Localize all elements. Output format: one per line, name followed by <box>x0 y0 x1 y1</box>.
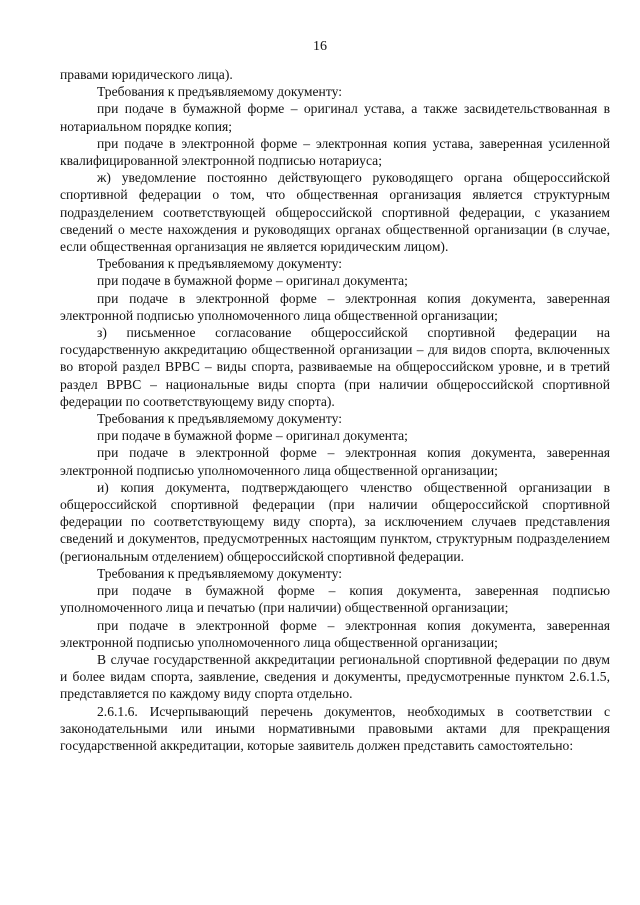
paragraph: ж) уведомление постоянно действующего руководящего органа общероссийской спортивной федерации о том, что общественная организация является структурным подразделением соответствующей общероссийской спортивной федерации, с указанием сведений о месте нахождения и руководящих органах общественной организации (в случае, если общественная организация не является юридическим лицом). <box>60 170 610 255</box>
paragraph: при подаче в электронной форме – электронная копия устава, заверенная усиленной квалифицированной электронной подписью нотариуса; <box>60 135 610 169</box>
paragraph: при подаче в бумажной форме – копия документа, заверенная подписью уполномоченного лица и печатью (при наличии) общественной организации; <box>60 583 610 616</box>
paragraph: Требования к предъявляемому документу: <box>97 411 342 427</box>
page-number: 16 <box>313 39 327 54</box>
paragraph: при подаче в электронной форме – электронная копия документа, заверенная электронной подписью уполномоченного лица общественной организации; <box>60 445 610 478</box>
paragraph: В случае государственной аккредитации региональной спортивной федерации по двум и более видам спорта, заявление, сведения и документы, предусмотренные пунктом 2.6.1.5, представляется по каждому виду спорта отдельно. <box>60 651 610 702</box>
paragraph: и) копия документа, подтверждающего членство общественной организации в общероссийской спортивной федерации (при наличии общероссийской спортивной федерации по соответствующему виду спорта), за исключением случаев представления сведений и документов, предусмотренных настоящим пунктом, структурным подразделением (региональным отделением) общероссийской спортивной федерации. <box>60 479 610 564</box>
paragraph: при подаче в бумажной форме – оригинал устава, а также засвидетельствованная в нотариальном порядке копия; <box>60 101 610 134</box>
paragraph: з) письменное согласование общероссийской спортивной федерации на государственную аккредитацию общественной организации – для видов спорта, включенных во второй раздел ВРВС – виды спорта, развиваемые на общероссийском уровне, и в третий раздел ВРВС – национальные виды спорта (при наличии общероссийской спортивной федерации по соответствующему виду спорта). <box>60 325 610 409</box>
paragraph: при подаче в электронной форме – электронная копия документа, заверенная электронной подписью уполномоченного лица общественной организации; <box>60 617 610 650</box>
paragraph: Требования к предъявляемому документу: <box>97 84 342 100</box>
paragraph: при подаче в электронной форме – электронная копия документа, заверенная электронной подписью уполномоченного лица общественной организации; <box>60 290 610 323</box>
paragraph: Требования к предъявляемому документу: <box>97 565 342 581</box>
paragraph: при подаче в бумажной форме – оригинал документа; <box>97 428 408 444</box>
paragraph: Требования к предъявляемому документу: <box>97 256 342 272</box>
paragraph: 2.6.1.6. Исчерпывающий перечень документов, необходимых в соответствии с законодательными или иными нормативными правовыми актами для прекращения государственной аккредитации, которые заявитель должен представить самостоятельно: <box>60 703 610 753</box>
paragraph: правами юридического лица). <box>60 67 233 82</box>
paragraph: при подаче в бумажной форме – оригинал документа; <box>97 273 408 289</box>
document-body <box>60 66 610 754</box>
